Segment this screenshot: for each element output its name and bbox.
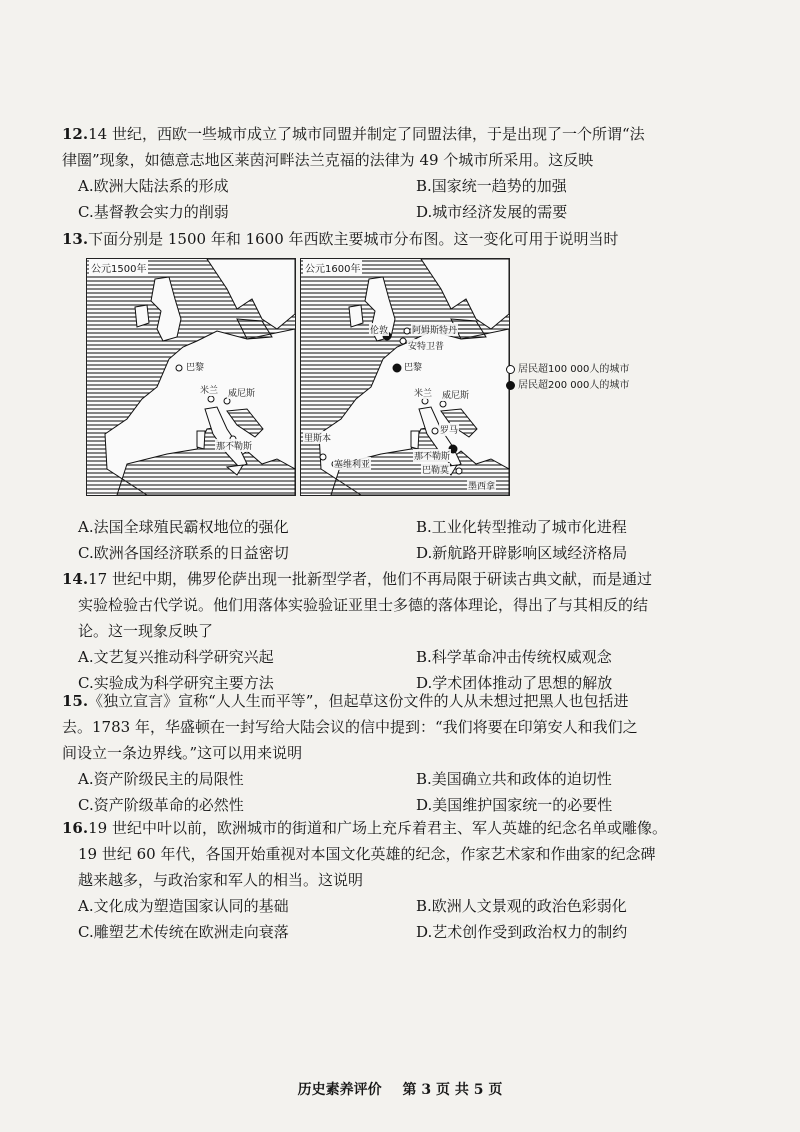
city-dot-venice <box>440 401 446 407</box>
city-label-paris: 巴黎 <box>185 360 205 373</box>
question-15-number: 15. <box>62 692 89 710</box>
big-city-dot-icon <box>506 381 515 390</box>
question-12-options <box>62 173 742 225</box>
city-label-rome: 罗马 <box>439 423 459 436</box>
city-dot-paris <box>393 364 401 372</box>
option-b[interactable]: B.美国确立共和政体的迫切性 <box>416 770 612 788</box>
question-14-stem-line2: 实验检验古代学说。他们用落体实验验证亚里士多德的落体理论，得出了与其相反的结 <box>78 596 649 614</box>
question-13-stem: 13.下面分别是 1500 年和 1600 年西欧主要城市分布图。这一变化可用于说明当时 <box>62 230 619 248</box>
option-c[interactable]: C.欧洲各国经济联系的日益密切 <box>78 544 289 562</box>
option-a[interactable]: A.欧洲大陆法系的形成 <box>78 177 229 195</box>
question-12-stem: 12.14 世纪，西欧一些城市成立了城市同盟并制定了同盟法律，于是出现了一个所谓“法 <box>62 125 645 143</box>
question-16-number: 16. <box>62 819 89 837</box>
city-label-naples: 那不勒斯 <box>215 439 253 452</box>
question-15 <box>62 688 742 818</box>
city-dot-amsterdam <box>404 328 410 334</box>
city-label-venice: 威尼斯 <box>441 388 470 401</box>
option-b[interactable]: B.欧洲人文景观的政治色彩弱化 <box>416 897 627 915</box>
city-label-lisbon: 里斯本 <box>303 431 332 444</box>
city-label-messina: 墨西拿 <box>467 479 496 492</box>
city-dot-messina <box>456 468 462 474</box>
page-footer <box>0 1079 800 1099</box>
small-city-dot-icon <box>506 365 515 374</box>
map-1500 <box>86 258 296 496</box>
question-12 <box>62 121 742 225</box>
question-14-stem-line3: 论。这一现象反映了 <box>78 622 214 640</box>
question-15-options <box>62 766 742 818</box>
question-15-stem: 15.《独立宣言》宣称“人人生而平等”，但起草这份文件的人从未想过把黑人也包括进 <box>62 692 629 710</box>
question-15-stem-line2: 去。1783 年，华盛顿在一封写给大陆会议的信中提到：“我们将要在印第安人和我们之 <box>62 718 638 736</box>
option-a[interactable]: A.法国全球殖民霸权地位的强化 <box>78 518 289 536</box>
question-12-number: 12. <box>62 125 89 143</box>
city-label-palermo: 巴勒莫 <box>421 463 450 476</box>
option-a[interactable]: A.文艺复兴推动科学研究兴起 <box>78 648 274 666</box>
question-14-number: 14. <box>62 570 89 588</box>
city-dot-lisbon <box>320 454 326 460</box>
city-label-venice: 威尼斯 <box>227 386 256 399</box>
question-14 <box>62 566 742 696</box>
city-label-naples: 那不勒斯 <box>413 449 451 462</box>
option-a[interactable]: A.文化成为塑造国家认同的基础 <box>78 897 289 915</box>
option-c[interactable]: C.基督教会实力的削弱 <box>78 203 229 221</box>
city-label-seville: 塞维利亚 <box>333 457 371 470</box>
map-1600-tag: 公元1600年 <box>303 260 362 275</box>
question-13-number: 13. <box>62 230 89 248</box>
city-dot-rome <box>432 428 438 434</box>
city-label-milan: 米兰 <box>413 386 433 399</box>
map-1600 <box>300 258 510 496</box>
option-a[interactable]: A.资产阶级民主的局限性 <box>78 770 244 788</box>
option-c[interactable]: C.实验成为科学研究主要方法 <box>78 674 274 692</box>
question-16 <box>62 815 742 945</box>
question-13-options <box>62 514 742 566</box>
map-1500-tag: 公元1500年 <box>89 260 148 275</box>
footer-subject: 历史素养评价 <box>297 1082 382 1098</box>
option-d[interactable]: D.学术团体推动了思想的解放 <box>416 674 613 692</box>
city-label-amsterdam: 阿姆斯特丹 <box>411 323 458 336</box>
question-16-options <box>62 893 742 945</box>
question-16-stem: 16.19 世纪中叶以前，欧洲城市的街道和广场上充斥着君主、军人英雄的纪念名单或雕像。 <box>62 819 667 837</box>
city-dot-paris <box>176 365 182 371</box>
map-legend <box>506 362 629 394</box>
city-dot-antwerp <box>400 338 406 344</box>
question-14-stem: 14.17 世纪中期，佛罗伦萨出现一批新型学者，他们不再局限于研读古典文献，而是通过 <box>62 570 652 588</box>
footer-page-number: 第 3 页 共 5 页 <box>402 1082 503 1098</box>
city-label-london: 伦敦 <box>369 323 389 336</box>
option-b[interactable]: B.国家统一趋势的加强 <box>416 177 567 195</box>
option-d[interactable]: D.美国维护国家统一的必要性 <box>416 796 613 814</box>
option-d[interactable]: D.艺术创作受到政治权力的制约 <box>416 923 628 941</box>
legend-item-small: 居民超100 000人的城市 <box>506 362 629 378</box>
city-label-paris: 巴黎 <box>403 360 423 373</box>
question-15-stem-line3: 间设立一条边界线。”这可以用来说明 <box>62 744 303 762</box>
option-b[interactable]: B.工业化转型推动了城市化进程 <box>416 518 627 536</box>
legend-item-big: 居民超200 000人的城市 <box>506 378 629 394</box>
city-label-antwerp: 安特卫普 <box>407 339 445 352</box>
city-dot-milan <box>208 396 214 402</box>
option-d[interactable]: D.城市经济发展的需要 <box>416 203 568 221</box>
option-b[interactable]: B.科学革命冲击传统权威观念 <box>416 648 612 666</box>
question-16-stem-line3: 越来越多，与政治家和军人的相当。这说明 <box>78 871 364 889</box>
question-16-stem-line2: 19 世纪 60 年代，各国开始重视对本国文化英雄的纪念，作家艺术家和作曲家的纪念碑 <box>78 845 656 863</box>
question-13 <box>62 226 742 252</box>
option-c[interactable]: C.资产阶级革命的必然性 <box>78 796 244 814</box>
question-13-options-wrap <box>62 514 742 566</box>
option-c[interactable]: C.雕塑艺术传统在欧洲走向衰落 <box>78 923 289 941</box>
option-d[interactable]: D.新航路开辟影响区域经济格局 <box>416 544 628 562</box>
map-1500-drawing <box>87 259 295 495</box>
question-12-stem-line2: 律圈”现象，如德意志地区莱茵河畔法兰克福的法律为 49 个城市所采用。这反映 <box>62 151 594 169</box>
city-label-milan: 米兰 <box>199 383 219 396</box>
